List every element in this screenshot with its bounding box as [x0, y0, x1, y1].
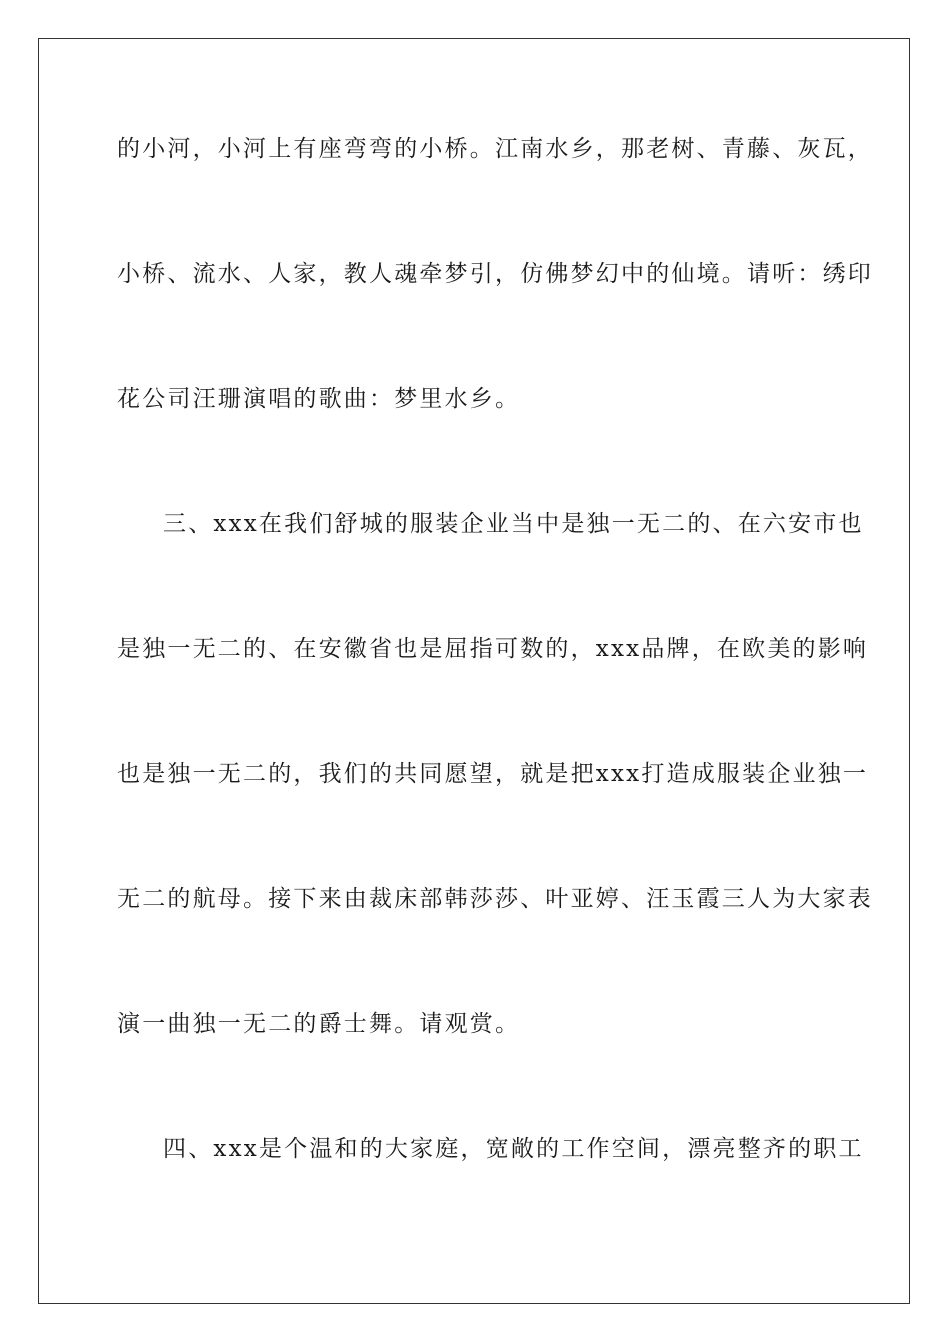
paragraph-3-line-4: 无二的航母。接下来由裁床部韩莎莎、叶亚婷、汪玉霞三人为大家表 — [117, 886, 873, 912]
page-border — [38, 38, 910, 1304]
text-line-3: 花公司汪珊演唱的歌曲：梦里水乡。 — [117, 386, 521, 412]
text-line-2: 小桥、流水、人家，教人魂牵梦引，仿佛梦幻中的仙境。请听：绣印 — [117, 261, 873, 287]
paragraph-3-line-3: 也是独一无二的，我们的共同愿望，就是把xxx打造成服装企业独一 — [117, 761, 869, 787]
paragraph-4-line-1: 四、xxx是个温和的大家庭，宽敞的工作空间，漂亮整齐的职工 — [163, 1136, 864, 1162]
paragraph-3-line-5: 演一曲独一无二的爵士舞。请观赏。 — [117, 1011, 521, 1037]
paragraph-3-line-2: 是独一无二的、在安徽省也是屈指可数的，xxx品牌，在欧美的影响 — [117, 636, 869, 662]
paragraph-3-line-1: 三、xxx在我们舒城的服装企业当中是独一无二的、在六安市也 — [163, 511, 864, 537]
text-line-1: 的小河，小河上有座弯弯的小桥。江南水乡，那老树、青藤、灰瓦， — [117, 136, 873, 162]
